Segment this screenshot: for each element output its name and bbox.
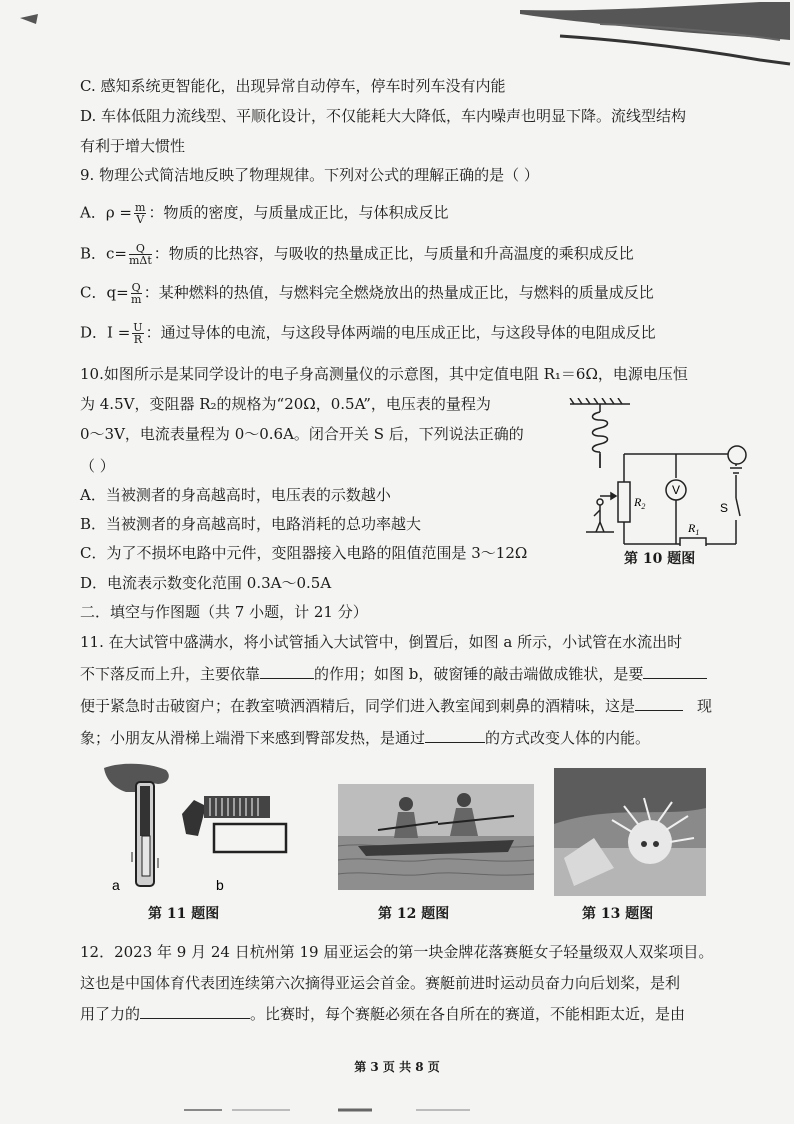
option-8c: C. 感知系统更智能化，出现异常自动停车，停车时列车没有内能 [80,77,506,95]
option-9c-prefix: C．q= [80,283,129,302]
question-11-text-4a: 象；小朋友从滑梯上端滑下来感到臀部发热，是通过 [80,729,426,747]
question-12-text-3b: 。比赛时，每个赛艇必须在各自所在的赛道，不能相距太近，是由 [250,1005,686,1023]
figure-10-caption: 第 10 题图 [624,551,696,567]
figure-11-label-a: a [112,877,120,893]
option-9a-text: ：物质的密度，与质量成正比，与体积成反比 [148,203,449,222]
option-9c-text: ：某种燃料的热值，与燃料完全燃烧放出的热量成正比，与燃料的质量成反比 [143,283,654,302]
option-8d: D. 车体低阻力流线型、平顺化设计，不仅能耗大大降低，车内噪声也明显下降。流线型结构 [80,107,687,125]
figure-13-photo [554,768,706,896]
answer-blank-11-4[interactable] [425,728,485,743]
option-9a-prefix: A．ρ = [80,203,132,222]
option-9b-prefix: B．c= [80,244,127,263]
question-11-line2 [80,664,707,684]
page-footer: 第 3 页 共 8 页 [354,1060,440,1074]
answer-blank-11-2[interactable] [643,664,707,679]
r1-label: $R_1$ [688,521,700,537]
option-9d-prefix: D．I = [80,323,131,342]
question-10-line2: 为 4.5V，变阻器 R₂的规格为“20Ω，0.5A”，电压表的量程为 [80,395,491,413]
r2-label: $R_2$ [634,495,646,511]
figure-12-rowing-photo [338,784,534,890]
option-9b-text: ：物质的比热容，与吸收的热量成正比，与质量和升高温度的乘积成反比 [153,244,634,263]
question-11-text-2b: 的作用；如图 b，破窗锤的敲击端做成锥状，是要 [314,665,644,683]
figure-13-caption: 第 13 题图 [582,906,654,922]
question-12-line3 [80,1004,685,1024]
question-10-line3: 0～3V，电流表量程为 0～0.6A。闭合开关 S 后，下列说法正确的 [80,425,524,443]
option-10c: C．为了不损坏电路中元件，变阻器接入电路的阻值范围是 3～12Ω [80,544,528,562]
ammeter-icon [726,444,748,466]
option-9d [80,322,656,345]
option-10b: B．当被测者的身高越高时，电路消耗的总功率越大 [80,515,422,533]
formula-ohm-law: $\frac{U}{R}$ [133,321,143,346]
option-9a [80,202,448,225]
formula-specific-heat: $\frac{Q}{\text{mΔt}}$ [129,242,152,267]
question-12-text-3a: 用了力的 [80,1005,141,1023]
question-11-line3 [80,696,712,716]
figure-11-label-b: b [216,877,224,893]
figure-11-caption: 第 11 题图 [148,906,220,922]
question-10-paren: （ ） [80,457,115,475]
scan-artifact-top [0,0,794,70]
question-11-line1: 11. 在大试管中盛满水，将小试管插入大试管中，倒置后，如图 a 所示，小试管在水流出时 [80,633,683,651]
answer-blank-11-3[interactable] [635,696,683,711]
figure-12-caption: 第 12 题图 [378,906,450,922]
question-11-text-3b: 现 [697,697,713,715]
question-9: 9. 物理公式简洁地反映了物理规律。下列对公式的理解正确的是（ ） [80,166,539,184]
section-2-heading: 二．填空与作图题（共 7 小题，计 21 分） [80,603,368,621]
figure-11-illustration [96,762,296,894]
question-12-line2: 这也是中国体育代表团连续第六次摘得亚运会首金。赛艇前进时运动员奋力向后划桨，是利 [80,974,681,992]
answer-blank-11-1[interactable] [260,664,314,679]
voltmeter-label: V [671,483,681,497]
question-12-line1: 12．2023 年 9 月 24 日杭州第 19 届亚运会的第一块金牌花落赛艇女子轻量级双人双桨项目。 [80,943,714,961]
question-11-text-3a: 便于紧急时击破窗户；在教室喷洒酒精后，同学们进入教室闻到刺鼻的酒精味，这是 [80,697,636,715]
question-11-text-4b: 的方式改变人体的内能。 [485,729,651,747]
option-10a: A．当被测者的身高越高时，电压表的示数越小 [80,486,391,504]
formula-heat-value: $\frac{Q}{m}$ [130,281,142,306]
option-9d-text: ：通过导体的电流，与这段导体两端的电压成正比，与这段导体的电阻成反比 [145,323,656,342]
question-10-line1: 10.如图所示是某同学设计的电子身高测量仪的示意图，其中定值电阻 R₁＝6Ω，电源电压恒 [80,365,688,383]
answer-blank-12-1[interactable] [140,1004,250,1019]
scan-artifact-bottom [0,1098,794,1118]
option-9c [80,282,654,305]
circuit-diagram [560,398,750,546]
switch-label: S [720,501,729,515]
question-11-text-2a: 不下落反而上升，主要依靠 [80,665,261,683]
formula-density: $\frac{m}{V}$ [135,201,146,226]
option-8d-cont: 有利于增大惯性 [80,137,186,155]
option-9b [80,243,634,266]
option-10d: D．电流表示数变化范围 0.3A～0.5A [80,574,332,592]
question-11-line4 [80,728,650,748]
